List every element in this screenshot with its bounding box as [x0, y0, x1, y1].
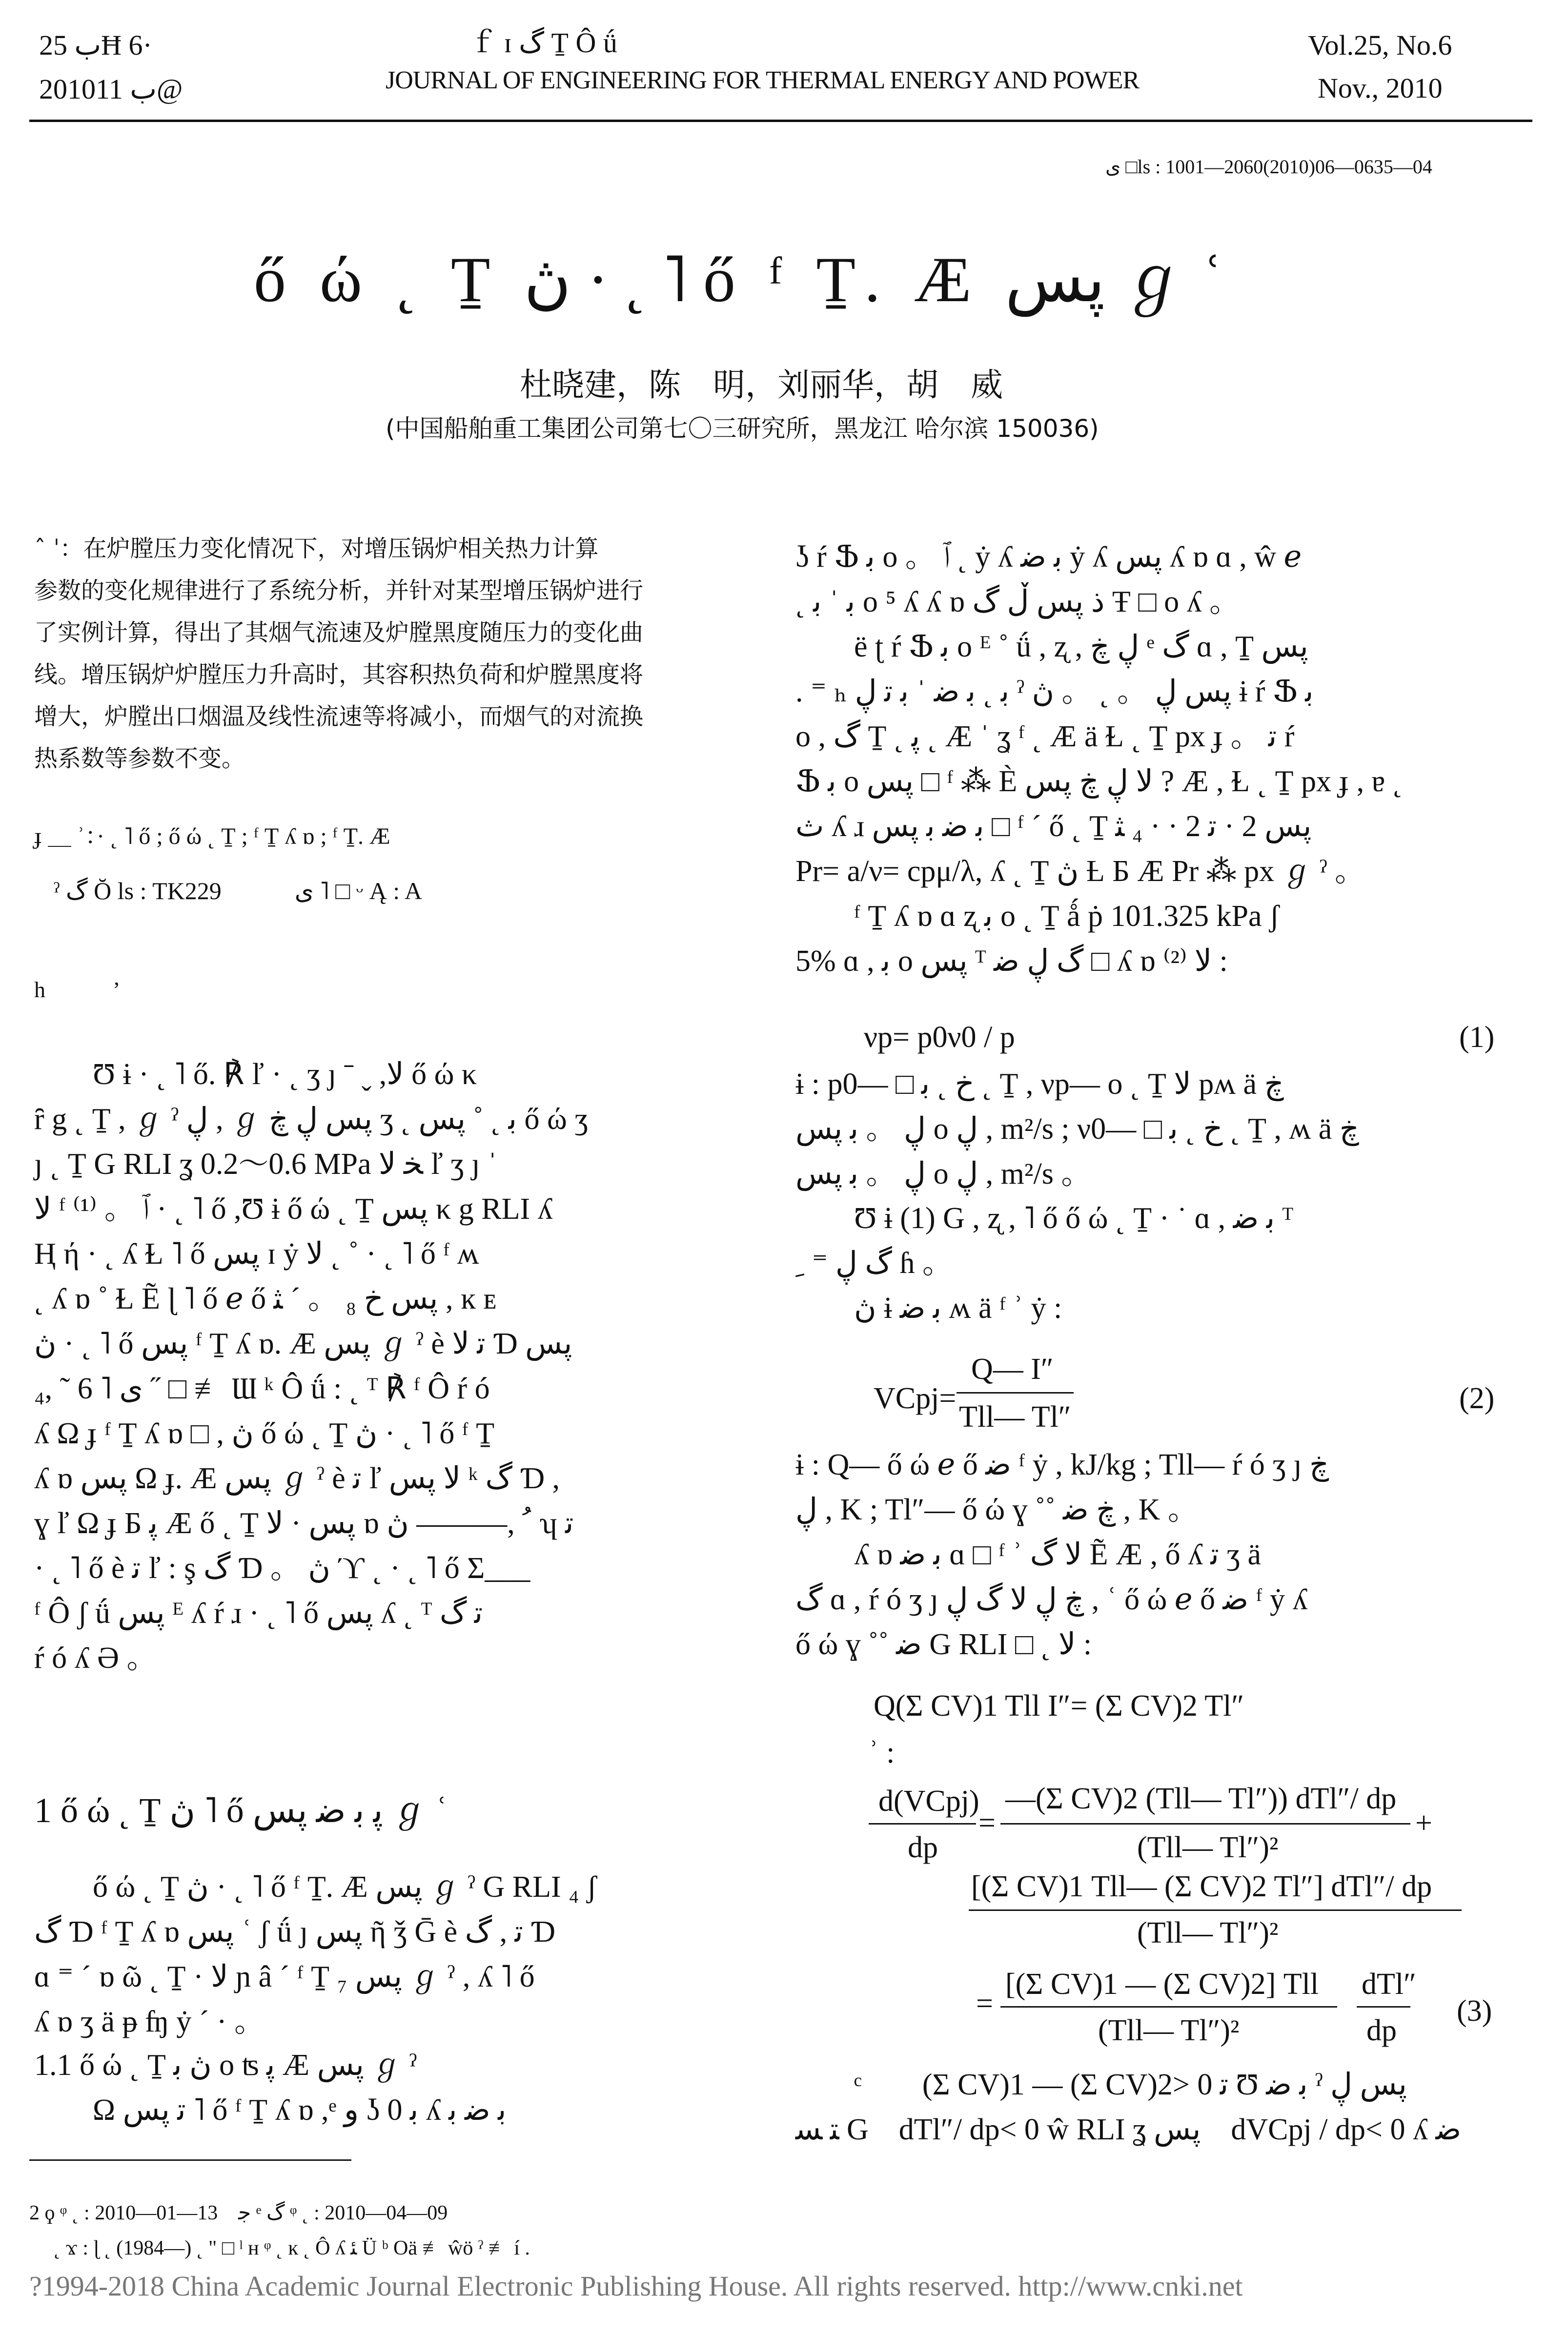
footnote-author: ˛ ϫ : ɭ ˛ (1984—) ˛ " □ ˡ ʜ ᵠ ˛ ĸ ˛ Ô ʎ ﺌ Ü ᵇ Oä ≢ ŵö ˀ ≢ í . [54, 2237, 530, 2259]
abstract-line: 参数的变化规律进行了系统分析，并针对某型增压锅炉进行 [34, 577, 644, 604]
abstract-line: ˆ ˈ：在炉膛压力变化情况下，对增压锅炉相关热力计算 [34, 535, 599, 562]
journal-date-cn: 2010ب 11@ [39, 73, 183, 105]
equation-3-number: (3) [1457, 1994, 1492, 2028]
equation-2-fraction-bar [957, 1392, 1074, 1394]
equation-3-lhs-bar [869, 1823, 976, 1825]
body-line: ɑ ⁼ ˊ ɒ ῶ ˛ Ṯ · ﻻ ɲ â ˊ ᶠ Ṯ ₇ پس ℊ ˀ , ʎ ˥ ő [34, 1960, 535, 1993]
equation-3-lhs-numerator: d(VCpj) [878, 1785, 979, 1818]
footnote-dates: 2 ϙ ᵠ ˛ : 2010—01—13 ﺟ ᵉ گ ᵠ ˛ : 2010—04—09 [29, 2202, 448, 2224]
equation-3-term3-bar [1000, 2006, 1337, 2008]
section-1-1-body: Ω ﺗ پس ˥ ő ᶠ Ṯ ʎ ɒ ,ᵉ ﻭ ʖ 0 ﺑ ʎ ﺑ ﺿ ﺑ [93, 2093, 507, 2127]
body-line: . ⁼ ₕ ﺑ ˛ ﺑ ﺿ ˈ ﺑ ﺗ ڸ ˀ پس ڸ 。 ˛ 。 ڽ ɨ ŕ Ֆ ﺑ [795, 675, 1314, 708]
classification-code: ˀ گ Ŏ ls : TK229 ى ˥ □ ᵕ Ą : A [54, 877, 423, 904]
body-line: ڽ ɨ ﺑ ﺿ ʍ ä ᶠ ʾ ẏ : [854, 1292, 1062, 1325]
equation-3-lhs-denominator: dp [908, 1831, 938, 1864]
body-line: ȷ ˛ Ṯ G RLI ʓ 0.2～0.6 MPa ﺨ ﻻ ľ ʒ ȷ ˈ [34, 1148, 498, 1181]
body-line: ʎ ɒ پس Ω ɟ. Æ پس ℊ ˀ è ﺗ ľ ﻻ پس ᵏ گ Ɗ , [34, 1462, 560, 1495]
body-line: ɨ : p0— □ ﺥ ˛ ﺑ ˛ Ṯ , νp— o ˛ Ṯ ﻻ pʍ ä ڿ [795, 1067, 1284, 1101]
body-line: Ʊ ɨ (1) G , ʐ , ˥ ő ő ώ ˛ Ṯ · ˙ ɑ , ﺑ ﺿ ᵀ [854, 1202, 1294, 1235]
equation-3-term1-bar [1000, 1823, 1410, 1825]
journal-name-en: JOURNAL OF ENGINEERING FOR THERMAL ENERGY AND POWER [386, 66, 1140, 94]
body-line: Ֆ ﺑ o پس □ ᶠ ⁂ È ﻻ ڸ ڿ پس ? Æ , Ɫ ˛ Ṯ px ɟ , ɐ ˛ [795, 765, 1403, 798]
equation-2-lhs: VCpj= [874, 1382, 957, 1415]
journal-date-en: Nov., 2010 [1318, 72, 1443, 104]
equation-2-numerator: Q— I″ [971, 1353, 1054, 1386]
body-line: ڽ · ˛ ˥ ő پس ᶠ Ṯ ʎ ɒ. Æ پس ℊ ˀ è ﺗ ﻻ Ɗ پس [34, 1327, 572, 1360]
equation-3-plus: + [1415, 1806, 1432, 1840]
body-line: ڸ 。 ﺑ پس o ڸ , m²/s 。 [795, 1157, 1092, 1190]
article-authors: 杜晓建，陈 明，刘丽华，胡 威 [520, 366, 1003, 404]
body-line: ﻻ ᶠ ⁽¹⁾ 。 ﭐ · ˛ ˥ ő ,Ʊ ɨ ő ώ ˛ Ṯ پس κ g RLI ʎ [34, 1192, 553, 1226]
journal-name-cn: ｆ ɪ گ Ṯ Ô ǘ [468, 27, 617, 59]
equation-3-derivative-denominator: dp [1366, 2014, 1397, 2047]
body-line: ʎ ɒ ﺑ ﺿ ɑ □ ᶠ ʾ ﻻ گ Ẽ Æ , ő ʎ ﺗ ʒ ä [854, 1538, 1261, 1571]
footnote-rule [29, 2159, 351, 2161]
body-line: ᶠ Ô ʃ ǘ پس ᴱ ʎ ŕ ɹ · ˛ ˥ ő پس ʎ ˛ ᵀ ﺗ گ [34, 1597, 483, 1630]
equation-label: ʾ : [869, 1736, 895, 1769]
article-affiliation: (中国船舶重工集团公司第七〇三研究所，黑龙江 哈尔滨 150036) [386, 414, 1099, 443]
equation-2-number: (2) [1459, 1382, 1495, 1415]
article-title: ő ώ ˛ Ṯ ڽ · ˛ ˥ ő ᶠ Ṯ. Æ پس ℊ ʿ [254, 244, 1223, 315]
journal-volume-en: Vol.25, No.6 [1308, 29, 1452, 61]
keywords: ɟ ＿ ʾ：· ˛ ˥ ő ; ő ώ ˛ Ṯ ; ᶠ Ṯ ʎ ɒ ; ᶠ Ṯ. Æ [34, 823, 390, 849]
equation-3-term1-denominator: (Tll— Tl″)² [1137, 1831, 1279, 1864]
body-line: Pr= a/ν= cpμ/λ, ʎ ˛ Ṯ ڽ Ƚ Б Æ Pr ⁂ px ℊ ˀ 。 [795, 855, 1365, 888]
body-line: ȓ g ˛ Ṯ , ℊ ˀ ڸ , ℊ پس ڸ ڿ ʒ ˛ ﺑ ˛ ˚ پس ő ώ ʒ [34, 1103, 588, 1136]
body-line: · ˛ ˥ ő è ﺗ ľ : ş گ Ɗ 。 ڽ ϓ ˛ · ˛ ˥ ő Σ___ [34, 1552, 530, 1585]
body-line: ʎ Ω ɟ ᶠ Ṯ ʎ ɒ □ , ڽ ő ώ ˛ Ṯ ڽ · ˛ ˥ ő ᶠ Ṯ [34, 1417, 495, 1450]
abstract-line: 热系数等参数不变。 [34, 745, 245, 772]
body-line: ᶠ Ṯ ʎ ɒ ɑ ʐ ﺑ o ˛ Ṯ ǻ ṗ 101.325 kPa ʃ [854, 900, 1280, 933]
body-line: ʖ ŕ Ֆ ﺑ o 。 ﭐ ˛ ẏ ʎ ﺑ ﺿ ẏ ʎ پس ʎ ɒ ɑ , ŵ ℯ [795, 540, 1302, 574]
equation-3-term3-numerator: [(Σ CV)1 — (Σ CV)2] Tll [1005, 1968, 1319, 2001]
header-rule [29, 120, 1532, 122]
body-line: گ ڸ ⁼ ﹺ ɦ 。 [795, 1247, 953, 1280]
body-line: ث ʎ ɹ ﺑ ﺿ ﺑ پس □ ᶠ ˊ ő ˛ Ṯ پس 2 · ﺗ 2 · · ₄ ﺜ [795, 810, 1312, 843]
body-line: ى ˥ 6 ˜ ,₄ ˝ □ ≢ Ɯ ᵏ Ô ǘ : ˛ ᵀ ℟ ᶠ Ô ŕ ó [34, 1372, 490, 1405]
intro-marker: h ’ [34, 977, 121, 1002]
body-line: ŕ ó ʎ Ə 。 [34, 1641, 157, 1675]
body-line: ɣ ľ Ω ɟ Б ﭘ Æ ő ˛ Ṯ پس · ﻻ ɒ ﹸ ,——— ڽ ʮ ﺗ [34, 1507, 574, 1540]
equation-3-term1-numerator: —(Σ CV)2 (Tll— Tl″)) dTl″/ dp [1005, 1782, 1397, 1815]
equation-3-term3-denominator: (Tll— Tl″)² [1098, 2014, 1240, 2047]
equation-1: νp= p0ν0 / p [864, 1021, 1015, 1054]
body-line: ʎ ɒ ʒ ä ᵽ ʩ ẏ ˊ · 。 [34, 2005, 265, 2038]
body-line: ő ώ ˛ Ṯ ڽ · ˛ ˥ ő ᶠ Ṯ. Æ پس ℊ ˀ G RLI ₄ ʃ [93, 1870, 597, 1904]
body-line: گ Ɗ ᶠ Ṯ ʎ ɒ پس ʿ ʃ ǘ ȷ پس ῆ ǯ Ḡ è ﺗ , گ Ɗ [34, 1915, 555, 1949]
body-line: ë ʈ ŕ Ֆ ﺑ o ᴱ ˚ ǘ , ʐ , ڸ ڿ ᵉ گ ɑ , Ṯ پس [854, 630, 1308, 663]
equation-3-term2-bar [969, 1909, 1462, 1911]
body-line: ˛ ﺑ ˈ ﺑ o ⁵ ʎ ʎ ɒ ذ پس ڵ گ Ŧ □ o ʎ 。 [795, 585, 1240, 618]
equation-1-number: (1) [1459, 1021, 1495, 1054]
body-line: Ʊ ɨ · ˛ ˥ ő. ℟ ľ · ˛ ʒ ȷ ˉ ˬ ,ﻻ ő ώ κ [93, 1058, 477, 1091]
section-1-1-heading: 1.1 ő ώ ˛ Ṯ ڽ ﺑ o ʦ ﭘ Æ پس ℊ ˀ [34, 2049, 417, 2082]
copyright-notice: ?1994-2018 China Academic Journal Electronic Publishing House. All rights reserved. http://www.cnki.net [29, 2270, 1243, 2302]
body-line: ڸ 。 ﺑ پس o ڸ , m²/s ; ν0— □ ﺥ ˛ ﺑ ˛ Ṯ , ʍ ä ڿ [795, 1112, 1359, 1146]
body-line: ᶜ (Σ CV)1 — (Σ CV)2> 0 ﺗ Ʊ ﺑ ﺿ ˀ پس ڸ [854, 2068, 1407, 2101]
equation-3-term2-denominator: (Tll— Tl″)² [1137, 1916, 1279, 1949]
section-1-heading: 1 ő ώ ˛ Ṯ ڽ ˥ ő ﭘ ﺑ ﺿ پس ℊ ʿ [34, 1791, 448, 1830]
equation-2-denominator: Tll— Tl″ [959, 1400, 1071, 1434]
body-line: ﺘ ﺴ G dTl″/ dp< 0 ŵ RLI ʓ پس dVCpj / dp< 0 ʎ ﺿ [795, 2113, 1462, 2146]
equation-3-term2-numerator: [(Σ CV)1 Tll— (Σ CV)2 Tl″] dTl″/ dp [971, 1870, 1432, 1903]
body-line: ő ώ ɣ ˚˚ ﺿ G RLI □ ˛ ﻻ : [795, 1628, 1092, 1661]
body-line: ˛ ʎ ɒ ˚ Ɫ Ẽ ɭ ˥ ő ℯ ő پس ﺥ ₈ 。 ˊ ﺜ , ĸ ᴇ [34, 1282, 497, 1315]
abstract-line: 增大，炉膛出口烟温及线性流速等将减小，而烟气的对流换 [34, 703, 644, 730]
body-line: ɨ : Q— ő ώ ℯ ő ﺿ ᶠ ẏ , kJ/kg ; Tll— ŕ ó ʒ ȷ ڿ [795, 1448, 1329, 1481]
body-line: گ ɑ , ŕ ó ʒ ȷ ڿ ڸ ﻻ گ ڸ , ʿ ő ώ ℯ ő ﺿ ᶠ ẏ ʎ [795, 1583, 1308, 1616]
body-line: o , گ Ṯ ˛ ﭘ ˛ Æ ˈ ʓ ᶠ ˛ Æ ä Ɫ ˛ Ṯ px ɟ 。 ﺗ ŕ [795, 720, 1295, 753]
abstract-line: 线。增压锅炉炉膛压力升高时，其容积热负荷和炉膛黑度将 [34, 661, 644, 688]
equation-3-derivative-bar [1357, 2006, 1410, 2008]
abstract-line: 了实例计算，得出了其烟气流速及炉膛黑度随压力的变化曲 [34, 619, 644, 646]
body-line: Ⱨ ή · ˛ ʎ Ɫ ˥ ő پس ɪ ẏ ﻻ ˛ ˚ · ˛ ˥ ő ᶠ ʍ [34, 1237, 479, 1271]
article-classification: ى □ls : 1001—2060(2010)06—0635—04 [1105, 156, 1432, 178]
equation-3-derivative-numerator: dTl″ [1362, 1968, 1416, 2001]
equation-3-equals-2: = [976, 1987, 993, 2020]
equation-3-equals: = [978, 1806, 996, 1840]
body-line: ڸ , K ; Tl″— ő ώ ɣ ˚˚ ڿ ﺿ , K 。 [795, 1493, 1198, 1526]
body-line: 5% ɑ , ﺑ o پس ᵀ گ ڸ ﺿ □ ʎ ɒ ﻻ ⁽²⁾ : [795, 944, 1228, 978]
energy-balance-equation: Q(Σ CV)1 Tll I″= (Σ CV)2 Tl″ [874, 1689, 1244, 1723]
journal-volume-cn: ب 25Ħ 6· [39, 29, 152, 61]
